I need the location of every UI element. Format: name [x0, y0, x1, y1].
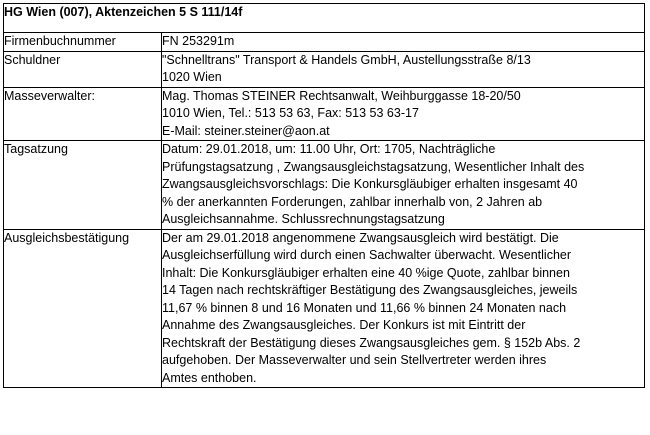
- row-value-ausgleichsbestaetigung: [162, 229, 645, 388]
- value-line: Zwangsausgleichsvorschlags: Die Konkursgläubiger erhalten insgesamt 40: [162, 177, 578, 191]
- value-line: Annahme des Zwangsausgleiches. Der Konkurs ist mit Eintritt der: [162, 318, 526, 332]
- value-line: Datum: 29.01.2018, um: 11.00 Uhr, Ort: 1705, Nachträgliche: [162, 142, 496, 156]
- table-row: [4, 87, 645, 141]
- header-row: [4, 4, 645, 33]
- row-value-tagsatzung: [162, 141, 645, 230]
- value-line: 14 Tagen nach rechtskräftiger Bestätigung des Zwangsausgleiches, jeweils: [162, 283, 578, 297]
- insolvency-record: [3, 3, 645, 388]
- row-value-masseverwalter: [162, 87, 645, 141]
- row-label-ausgleichsbestaetigung: Ausgleichsbestätigung: [4, 229, 162, 388]
- value-line: Rechtskraft der Bestätigung dieses Zwangsausgleiches gem. § 152b Abs. 2: [162, 335, 581, 350]
- row-label-firmenbuchnummer: Firmenbuchnummer: [4, 33, 162, 52]
- record-header: HG Wien (007), Aktenzeichen 5 S 111/14f: [4, 4, 645, 33]
- table-row: [4, 229, 645, 388]
- row-label-schuldner: Schuldner: [4, 51, 162, 87]
- row-value-schuldner: [162, 51, 645, 87]
- value-line: FN 253291m: [162, 34, 235, 48]
- value-line: Ausgleichserfüllung wird durch einen Sachwalter überwacht. Wesentlicher: [162, 248, 572, 262]
- value-line: 11,67 % binnen 8 und 16 Monaten und 11,66 % binnen 24 Monaten nach: [162, 300, 567, 315]
- row-label-tagsatzung: Tagsatzung: [4, 141, 162, 230]
- value-line: % der anerkannten Forderungen, zahlbar innerhalb von, 2 Jahren ab: [162, 194, 543, 209]
- table-row: [4, 33, 645, 52]
- table-row: [4, 141, 645, 230]
- email-line: E-Mail: steiner.steiner@aon.at: [162, 123, 330, 138]
- table-row: [4, 51, 645, 87]
- value-line: "Schnelltrans" Transport & Handels GmbH, Austellungsstraße 8/13: [162, 52, 531, 67]
- value-line: Mag. Thomas STEINER Rechtsanwalt, Weihburggasse 18-20/50: [162, 88, 521, 103]
- value-line: Ausgleichsannahme. Schlussrechnungstagsatzung: [162, 212, 445, 226]
- value-line: aufgehoben. Der Masseverwalter und sein Stellvertreter werden ihres: [162, 353, 547, 367]
- value-line: Der am 29.01.2018 angenommene Zwangsausgleich wird bestätigt. Die: [162, 230, 559, 245]
- row-value-firmenbuchnummer: [162, 33, 645, 52]
- value-line: Inhalt: Die Konkursgläubiger erhalten eine 40 %ige Quote, zahlbar binnen: [162, 265, 570, 280]
- record-table: [3, 3, 645, 388]
- value-line: Prüfungstagsatzung , Zwangsausgleichstagsatzung, Wesentlicher Inhalt des: [162, 159, 585, 174]
- value-line: 1010 Wien, Tel.: 513 53 63, Fax: 513 53 63-17: [162, 106, 419, 120]
- value-line: 1020 Wien: [162, 70, 222, 84]
- value-line: Amtes enthoben.: [162, 370, 257, 385]
- row-label-masseverwalter: Masseverwalter:: [4, 87, 162, 141]
